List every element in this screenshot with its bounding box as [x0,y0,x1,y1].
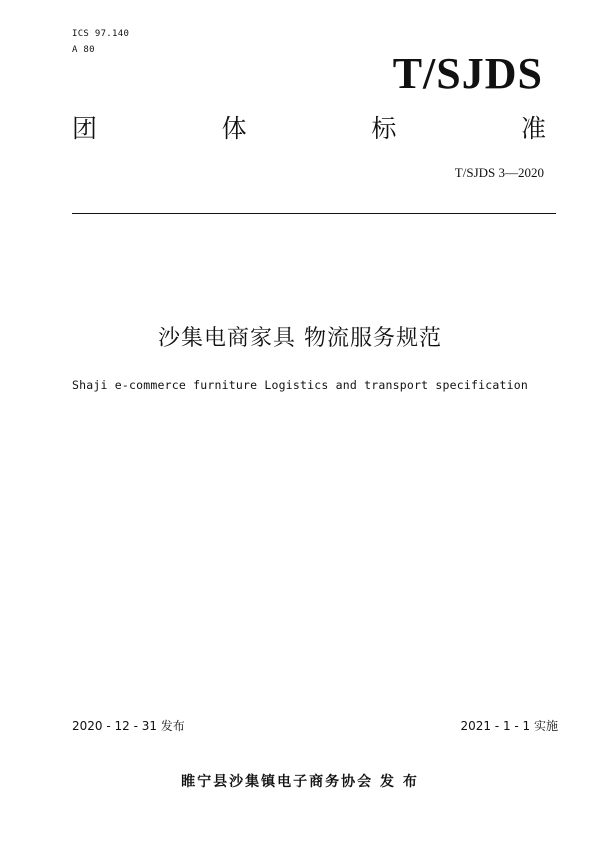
ccs-code: A 80 [72,45,95,55]
header-divider [72,213,556,214]
implementation-date: 2021 - 1 - 1 实施 [460,719,558,733]
standard-type-char: 团 [72,114,98,143]
ics-code: ICS 97.140 [72,29,130,39]
standard-code-logo: T/SJDS [392,49,543,98]
title-english: Shaji e-commerce furniture Logistics and transport specification [72,378,528,392]
issue-date: 2020 - 12 - 31 发布 [72,719,185,733]
publisher: 睢宁县沙集镇电子商务协会 发 布 [181,774,419,790]
standard-type-char: 准 [520,114,546,143]
standard-number: T/SJDS 3—2020 [454,165,544,180]
standard-type-char: 标 [371,114,397,143]
standard-type-char: 体 [221,114,247,143]
title-chinese: 沙集电商家具 物流服务规范 [158,326,442,351]
standard-type [72,116,546,141]
